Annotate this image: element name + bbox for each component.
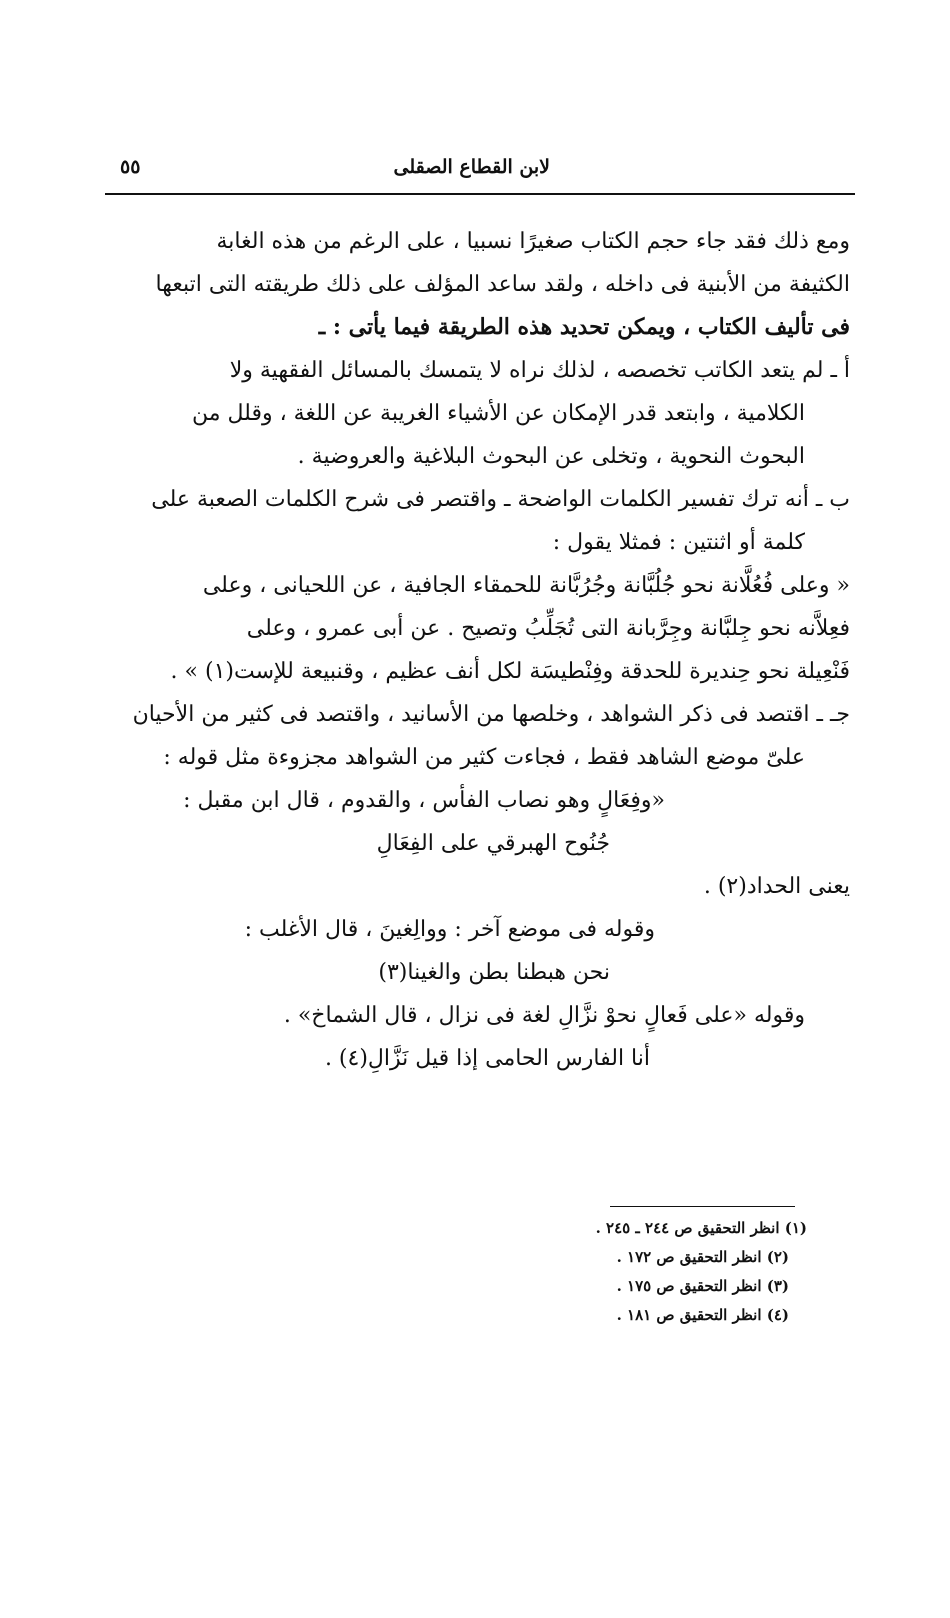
item-a-line: الكلامية ، وابتعد قدر الإمكان عن الأشياء الغريبة عن اللغة ، وقلل من	[191, 401, 805, 426]
intro-line-bold: فى تأليف الكتاب ، ويمكن تحديد هذه الطريقة فيما يأتى : ـ	[318, 314, 850, 340]
item-a-line: أ ـ لم يتعد الكاتب تخصصه ، لذلك نراه لا يتمسك بالمسائل الفقهية ولا	[229, 358, 850, 383]
running-header	[100, 150, 850, 190]
footnote: (٢) انظر التحقيق ص ١٧٢ .	[616, 1248, 789, 1266]
quote-line: «وفِعَالٍ وهو نصاب الفأس ، والقدوم ، قال ابن مقبل :	[183, 788, 665, 813]
quote-line: وقوله فى موضع آخر : ووالِغينَ ، قال الأغلب :	[244, 917, 655, 942]
main-text	[100, 220, 850, 1080]
footnote: (١) انظر التحقيق ص ٢٤٤ ـ ٢٤٥ .	[595, 1219, 807, 1237]
intro-line: الكثيفة من الأبنية فى داخله ، ولقد ساعد المؤلف على ذلك طريقته التى اتبعها	[155, 272, 850, 297]
item-j-line: جـ ـ اقتصد فى ذكر الشواهد ، وخلصها من الأسانيد ، واقتصد فى كثير من الأحيان	[132, 702, 850, 727]
quote-line: « وعلى فُعُلَّانة نحو جُلُبَّانة وجُرُبَّانة للحمقاء الجافية ، عن اللحيانى ، وعلى	[202, 573, 850, 598]
header-title: لابن القطاع الصقلى	[393, 156, 550, 178]
item-a-line: البحوث النحوية ، وتخلى عن البحوث البلاغية والعروضية .	[297, 444, 805, 469]
page-number: ٥٥	[120, 156, 141, 178]
header-rule	[105, 193, 855, 195]
quote-line: فَنْعِيلة نحو حِنديرة للحدقة وفِنْطيسَة لكل أنف عظيم ، وقنبيعة للإست(١) » .	[170, 659, 850, 684]
footnote: (٣) انظر التحقيق ص ١٧٥ .	[616, 1277, 789, 1295]
quote-tail: يعنى الحداد(٢) .	[703, 874, 850, 899]
footnote-rule	[610, 1206, 795, 1207]
quote-line: فعِلاَّنه نحو جِلبَّانة وجِرَّبانة التى تُجَلِّبُ وتصيح . عن أبى عمرو ، وعلى	[246, 616, 850, 641]
verse-line: جُنُوح الهبرقي على الفِعَالِ	[376, 831, 610, 856]
footnotes	[507, 1214, 807, 1330]
footnote: (٤) انظر التحقيق ص ١٨١ .	[616, 1306, 789, 1324]
intro-line: ومع ذلك فقد جاء حجم الكتاب صغيرًا نسبيا ، على الرغم من هذه الغابة	[216, 229, 850, 254]
quote-line: وقوله «على فَعالٍ نحوْ نزَّالِ لغة فى نزال ، قال الشماخ» .	[283, 1003, 805, 1028]
verse-line: نحن هبطنا بطن والغينا(٣)	[378, 960, 610, 985]
item-j-line: علىّ موضع الشاهد فقط ، فجاءت كثير من الشواهد مجزوءة مثل قوله :	[163, 745, 805, 770]
item-b-line: كلمة أو اثنتين : فمثلا يقول :	[552, 530, 805, 555]
item-b-line: ب ـ أنه ترك تفسير الكلمات الواضحة ـ واقتصر فى شرح الكلمات الصعبة على	[151, 487, 850, 512]
verse-line: أنا الفارس الحامى إذا قيل نَزَّالِ(٤) .	[324, 1046, 650, 1071]
